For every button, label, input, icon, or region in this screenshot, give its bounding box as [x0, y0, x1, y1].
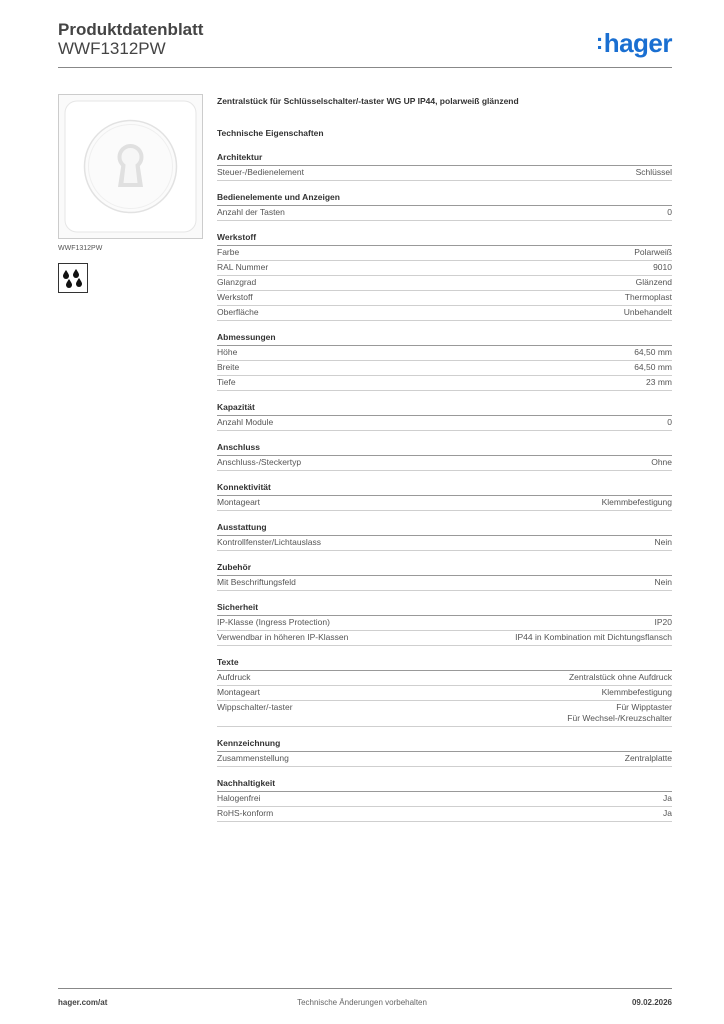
- spec-key: Zusammenstellung: [217, 753, 289, 763]
- spec-value: Klemmbefestigung: [601, 687, 672, 697]
- spec-row: [217, 361, 672, 376]
- footer-website: hager.com/at: [58, 998, 108, 1007]
- section-title: Kennzeichnung: [217, 738, 672, 752]
- spec-row: [217, 166, 672, 181]
- spec-key: Tiefe: [217, 377, 236, 387]
- spec-row: [217, 576, 672, 591]
- spec-row: [217, 261, 672, 276]
- spec-row: [217, 671, 672, 686]
- spec-value: Thermoplast: [624, 292, 672, 302]
- spec-section: [217, 602, 672, 646]
- section-title: Zubehör: [217, 562, 672, 576]
- spec-key: Werkstoff: [217, 292, 253, 302]
- spec-section: [217, 738, 672, 767]
- product-image: [58, 94, 203, 239]
- document-title: Produktdatenblatt: [58, 20, 204, 39]
- spec-section: [217, 192, 672, 221]
- spec-row: [217, 631, 672, 646]
- section-title: Texte: [217, 657, 672, 671]
- spec-value: Unbehandelt: [623, 307, 672, 317]
- section-title: Architektur: [217, 152, 672, 166]
- spec-value: 64,50 mm: [634, 362, 672, 372]
- spec-key: Breite: [217, 362, 240, 372]
- spec-value: Ja: [663, 793, 672, 803]
- spec-key: Aufdruck: [217, 672, 251, 682]
- spec-row: [217, 496, 672, 511]
- spec-key: Oberfläche: [217, 307, 259, 317]
- spec-row: [217, 752, 672, 767]
- section-title: Abmessungen: [217, 332, 672, 346]
- spec-section: [217, 332, 672, 391]
- technical-properties-heading: Technische Eigenschaften: [217, 128, 324, 138]
- spec-key: RoHS-konform: [217, 808, 274, 818]
- spec-key: Höhe: [217, 347, 238, 357]
- footer-date: 09.02.2026: [631, 998, 672, 1007]
- spec-value: 64,50 mm: [634, 347, 672, 357]
- spec-row: [217, 686, 672, 701]
- spec-row: [217, 536, 672, 551]
- spec-key: Farbe: [217, 247, 240, 257]
- spec-section: [217, 442, 672, 471]
- spec-key: Anzahl der Tasten: [217, 207, 285, 217]
- header-divider: [58, 67, 672, 68]
- section-title: Werkstoff: [217, 232, 672, 246]
- section-title: Sicherheit: [217, 602, 672, 616]
- spec-key: Anzahl Module: [217, 417, 274, 427]
- spec-value: Schlüssel: [635, 167, 672, 177]
- spec-row: [217, 616, 672, 631]
- logo-dots-icon: :: [595, 29, 603, 54]
- spec-sections: [217, 152, 672, 822]
- logo-text: hager: [603, 28, 672, 58]
- spec-key: Anschluss-/Steckertyp: [217, 457, 302, 467]
- spec-row: [217, 346, 672, 361]
- spec-key: Steuer-/Bedienelement: [217, 167, 304, 177]
- spec-section: [217, 657, 672, 727]
- spec-row: [217, 246, 672, 261]
- spec-section: [217, 522, 672, 551]
- spec-section: [217, 778, 672, 822]
- section-title: Kapazität: [217, 402, 672, 416]
- water-drops-icon: [58, 263, 88, 293]
- spec-value: 9010: [653, 262, 672, 272]
- spec-key: IP-Klasse (Ingress Protection): [217, 617, 330, 627]
- spec-section: [217, 232, 672, 321]
- hager-logo: [596, 28, 672, 59]
- spec-value: Polarweiß: [634, 247, 672, 257]
- spec-row: [217, 456, 672, 471]
- spec-key: Glanzgrad: [217, 277, 257, 287]
- spec-key: RAL Nummer: [217, 262, 269, 272]
- section-title: Anschluss: [217, 442, 672, 456]
- footer-disclaimer: Technische Änderungen vorbehalten: [297, 998, 427, 1007]
- spec-key: Montageart: [217, 497, 260, 507]
- spec-row: [217, 276, 672, 291]
- spec-row: [217, 376, 672, 391]
- specifications: [217, 96, 672, 833]
- spec-value: 0: [667, 417, 672, 427]
- section-title: Ausstattung: [217, 522, 672, 536]
- spec-key: Montageart: [217, 687, 260, 697]
- spec-value: Klemmbefestigung: [601, 497, 672, 507]
- spec-value: Für Wipptaster Für Wechsel-/Kreuzschalter: [567, 702, 672, 723]
- section-title: Nachhaltigkeit: [217, 778, 672, 792]
- section-title: Konnektivität: [217, 482, 672, 496]
- section-title: Bedienelemente und Anzeigen: [217, 192, 672, 206]
- footer-divider: [58, 988, 672, 989]
- spec-value: Ja: [663, 808, 672, 818]
- spec-key: Verwendbar in höheren IP-Klassen: [217, 632, 349, 642]
- spec-value: Ohne: [651, 457, 672, 467]
- spec-value: 23 mm: [646, 377, 672, 387]
- spec-key: Kontrollfenster/Lichtauslass: [217, 537, 321, 547]
- spec-section: [217, 562, 672, 591]
- document-subtitle: WWF1312PW: [58, 39, 166, 58]
- product-image-caption: WWF1312PW: [58, 245, 103, 252]
- spec-key: Halogenfrei: [217, 793, 261, 803]
- spec-value: Zentralplatte: [624, 753, 672, 763]
- spec-section: [217, 402, 672, 431]
- spec-row: [217, 291, 672, 306]
- spec-value: Nein: [654, 537, 672, 547]
- spec-value: 0: [667, 207, 672, 217]
- spec-value: Glänzend: [635, 277, 672, 287]
- spec-section: [217, 482, 672, 511]
- spec-value: IP20: [654, 617, 672, 627]
- spec-value: Zentralstück ohne Aufdruck: [568, 672, 672, 682]
- spec-row: [217, 792, 672, 807]
- spec-row: [217, 807, 672, 822]
- spec-value: IP44 in Kombination mit Dichtungsflansch: [515, 632, 672, 642]
- spec-section: [217, 152, 672, 181]
- spec-row: [217, 701, 672, 727]
- spec-key: Mit Beschriftungsfeld: [217, 577, 296, 587]
- product-description: Zentralstück für Schlüsselschalter/-taster WG UP IP44, polarweiß glänzend: [217, 96, 519, 106]
- spec-row: [217, 306, 672, 321]
- spec-key: Wippschalter/-taster: [217, 702, 293, 712]
- spec-row: [217, 416, 672, 431]
- spec-row: [217, 206, 672, 221]
- spec-value: Nein: [654, 577, 672, 587]
